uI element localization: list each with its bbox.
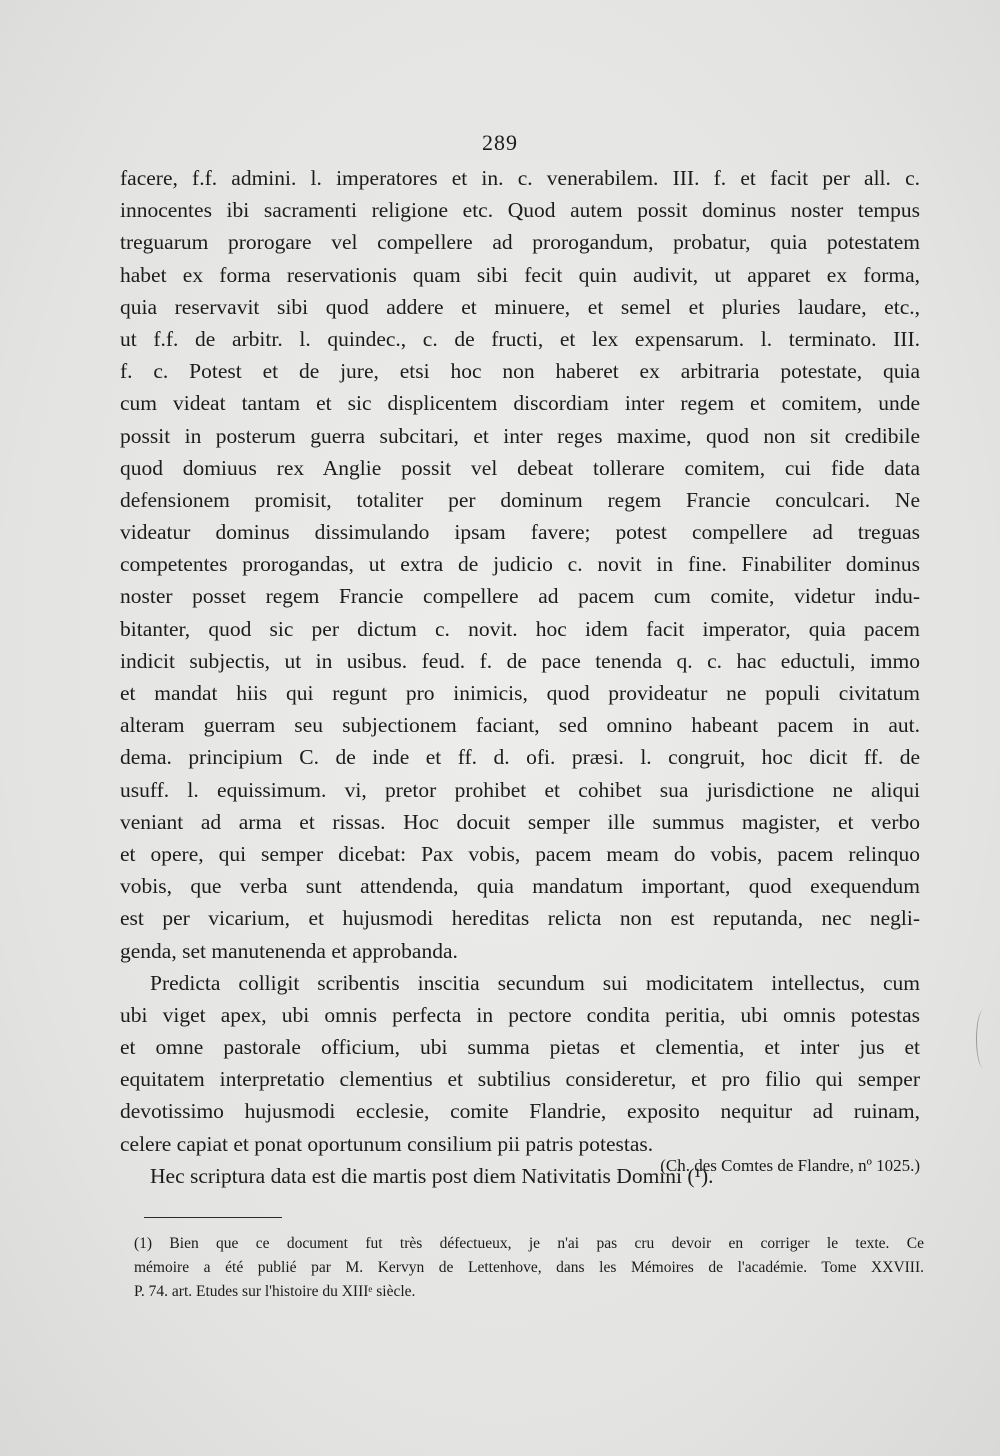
text-line: dema. principium C. de inde et ff. d. ofi. præsi. l. congruit, hoc dicit ff. de <box>120 745 920 770</box>
text-line: quia reservavit sibi quod addere et minuere, et semel et pluries laudare, etc., <box>120 294 920 319</box>
text-line: veniant ad arma et rissas. Hoc docuit semper ille summus magister, et verbo <box>120 809 920 834</box>
text-line: et opere, qui semper dicebat: Pax vobis, pacem meam do vobis, pacem relinquo <box>120 841 920 866</box>
text-line: celere capiat et ponat oportunum consilium pii patris potestas. <box>120 1131 654 1156</box>
text-line: genda, set manutenenda et approbanda. <box>120 938 458 963</box>
text-line: treguarum prorogare vel compellere ad prorogandum, probatur, quia potestatem <box>120 230 920 255</box>
text-line: innocentes ibi sacramenti religione etc. Quod autem possit dominus noster tempus <box>120 198 920 223</box>
text-line: quod domiuus rex Anglie possit vel debeat tollerare comitem, cui fide data <box>120 455 920 480</box>
text-line: et mandat hiis qui regunt pro inimicis, quod provideatur ne populi civitatum <box>120 681 920 705</box>
text-line: est per vicarium, et hujusmodi hereditas relicta non est reputanda, nec negli- <box>120 906 920 931</box>
footnote-line: (1) Bien que ce document fut très défectueux, je n'ai pas cru devoir en corriger le texte. Ce <box>134 1235 924 1252</box>
text-line: videatur dominus dissimulando ipsam favere; potest compellere ad treguas <box>120 520 920 545</box>
page-number: 289 <box>482 130 518 155</box>
body-text <box>120 162 920 1192</box>
text-line: et omne pastorale officium, ubi summa pietas et clementia, et inter jus et <box>120 1035 920 1060</box>
text-line: alteram guerram seu subjectionem faciant, sed omnino habeant pacem in aut. <box>120 713 920 738</box>
text-line: f. c. Potest et de jure, etsi hoc non haberet ex arbitraria potestate, quia <box>120 359 920 384</box>
text-line: Predicta colligit scribentis inscitia secundum sui modicitatem intellectus, cum <box>150 970 920 995</box>
text-line: usuff. l. equissimum. vi, pretor prohibet et cohibet sua jurisdictione ne aliqui <box>120 777 920 802</box>
source-citation: (Ch. des Comtes de Flandre, nº 1025.) <box>660 1156 920 1175</box>
text-line: habet ex forma reservationis quam sibi fecit quin audivit, ut apparet ex forma, <box>120 262 920 287</box>
text-line: vobis, que verba sunt attendenda, quia mandatum important, quod exequendum <box>120 874 920 899</box>
margin-mark <box>976 1010 991 1068</box>
footnote-line: P. 74. art. Etudes sur l'histoire du XIIIᵉ siècle. <box>134 1283 416 1300</box>
text-line: cum videat tantam et sic displicentem discordiam inter regem et comitem, unde <box>120 391 920 416</box>
text-line: competentes prorogandas, ut extra de judicio c. novit in fine. Finabiliter dominus <box>120 552 920 577</box>
footnote <box>134 1232 924 1304</box>
text-line: ut f.f. de arbitr. l. quindec., c. de fructi, et lex expensarum. l. terminato. III. <box>120 326 920 351</box>
text-line: bitanter, quod sic per dictum c. novit. hoc idem facit imperator, quia pacem <box>120 616 920 641</box>
text-line: Hec scriptura data est die martis post diem Nativitatis Domini (¹). <box>150 1163 714 1188</box>
footnote-line: mémoire a été publié par M. Kervyn de Lettenhove, dans les Mémoires de l'académie. Tome XXVIII. <box>134 1259 924 1276</box>
text-line: possit in posterum guerra subcitari, et inter reges maxime, quod non sit credibile <box>120 423 920 448</box>
text-line: indicit subjectis, ut in usibus. feud. f. de pace tenenda q. c. hac eductuli, immo <box>120 648 920 673</box>
text-line: facere, f.f. admini. l. imperatores et in. c. venerabilem. III. f. et facit per all. c. <box>120 166 920 190</box>
text-line: ubi viget apex, ubi omnis perfecta in pectore condita peritia, ubi omnis potestas <box>120 1002 920 1027</box>
text-line: defensionem promisit, totaliter per dominum regem Francie conculcari. Ne <box>120 487 920 512</box>
footnote-rule <box>144 1217 282 1218</box>
text-line: noster posset regem Francie compellere ad pacem cum comite, videtur indu- <box>120 584 920 609</box>
text-line: devotissimo hujusmodi ecclesie, comite Flandrie, exposito nequitur ad ruinam, <box>120 1099 920 1124</box>
text-line: equitatem interpretatio clementius et subtilius consideretur, et pro filio qui semper <box>120 1067 920 1092</box>
